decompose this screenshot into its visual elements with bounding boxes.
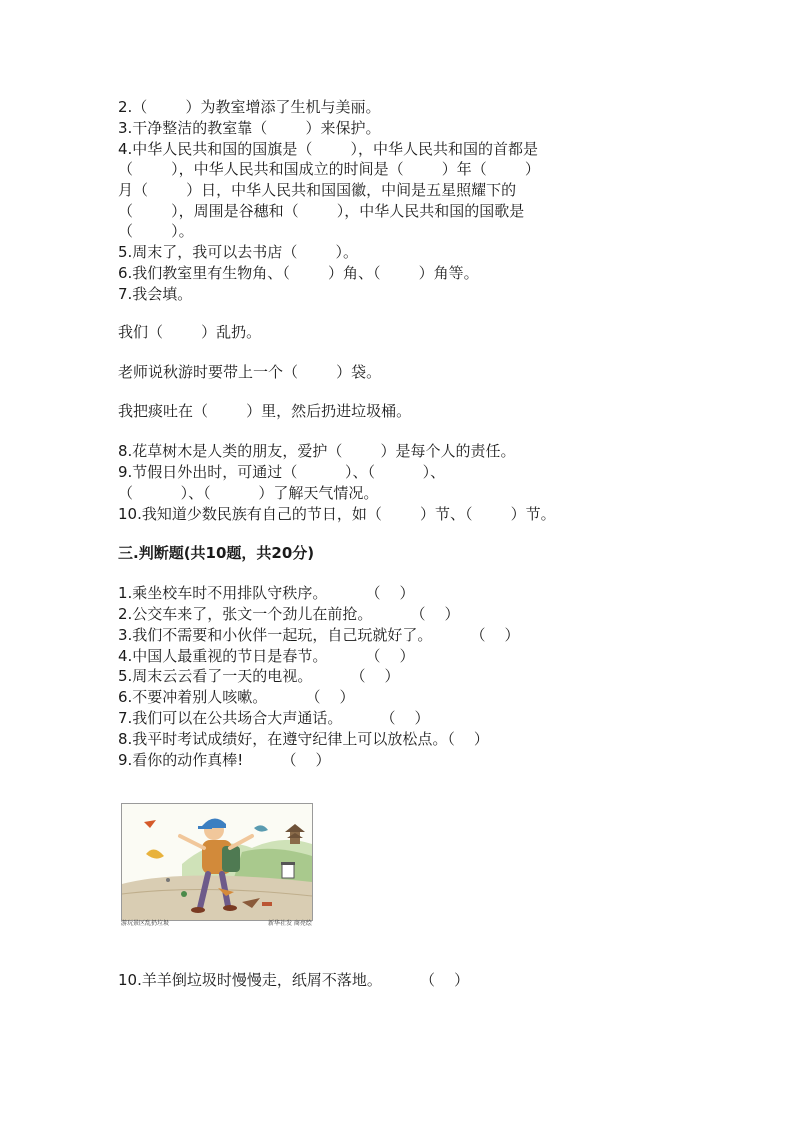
question-text: （ ）。 [118, 222, 194, 240]
judgement-item: 1.乘坐校车时不用排队守秩序。 （ ） [118, 584, 415, 602]
judgement-item: 10.羊羊倒垃圾时慢慢走，纸屑不落地。 （ ） [118, 971, 470, 989]
bin-icon [281, 862, 295, 878]
question-text: 老师说秋游时要带上一个（ ）袋。 [118, 363, 382, 381]
question-text: 我们（ ）乱扔。 [118, 323, 262, 341]
judgement-item: 2.公交车来了，张文一个劲儿在前抢。 （ ） [118, 605, 460, 623]
question-text: 7.我会填。 [118, 285, 193, 303]
judgement-item: 5.周末云云看了一天的电视。 （ ） [118, 667, 400, 685]
question-text: （ ），周围是谷穗和（ ），中华人民共和国的国歌是 [118, 202, 525, 220]
question-text: 4.中华人民共和国的国旗是（ ），中华人民共和国的首都是 [118, 140, 538, 158]
question-text: 2.（ ）为教室增添了生机与美丽。 [118, 98, 381, 116]
question-text: 月（ ）日，中华人民共和国国徽，中间是五星照耀下的 [118, 181, 517, 199]
question-text: 6.我们教室里有生物角、（ ）角、（ ）角等。 [118, 264, 479, 282]
judgement-item: 8.我平时考试成绩好，在遵守纪律上可以放松点。（ ） [118, 730, 489, 748]
question-text: （ ）、（ ）了解天气情况。 [118, 484, 379, 502]
question-text: 3.干净整洁的教室靠（ ）来保护。 [118, 119, 381, 137]
question-text: 9.节假日外出时，可通过（ ）、（ ）、 [118, 463, 446, 481]
cartoon-illustration [121, 803, 313, 921]
question-text: 我把痰吐在（ ）里，然后扔进垃圾桶。 [118, 402, 412, 420]
question-text: （ ），中华人民共和国成立的时间是（ ）年（ ） [118, 160, 540, 178]
judgement-item: 3.我们不需要和小伙伴一起玩，自己玩就好了。 （ ） [118, 626, 520, 644]
figure-caption: 游玩景区乱扔垃圾 [121, 920, 170, 927]
judgement-item: 6.不要冲着别人咳嗽。 （ ） [118, 688, 355, 706]
question-text: 5.周末了，我可以去书店（ ）。 [118, 243, 358, 261]
question-text: 8.花草树木是人类的朋友，爱护（ ）是每个人的责任。 [118, 442, 516, 460]
question-text: 10.我知道少数民族有自己的节日，如（ ）节、（ ）节。 [118, 505, 556, 523]
judgement-item: 4.中国人最重视的节日是春节。 （ ） [118, 647, 415, 665]
section-heading: 三.判断题(共10题，共20分) [118, 544, 315, 562]
littering-tourist-drawing [122, 804, 312, 920]
judgement-item: 9.看你的动作真棒! （ ） [118, 751, 331, 769]
judgement-item: 7.我们可以在公共场合大声通话。 （ ） [118, 709, 430, 727]
figure-credit: 新华社发 商亮绘 [268, 920, 312, 927]
